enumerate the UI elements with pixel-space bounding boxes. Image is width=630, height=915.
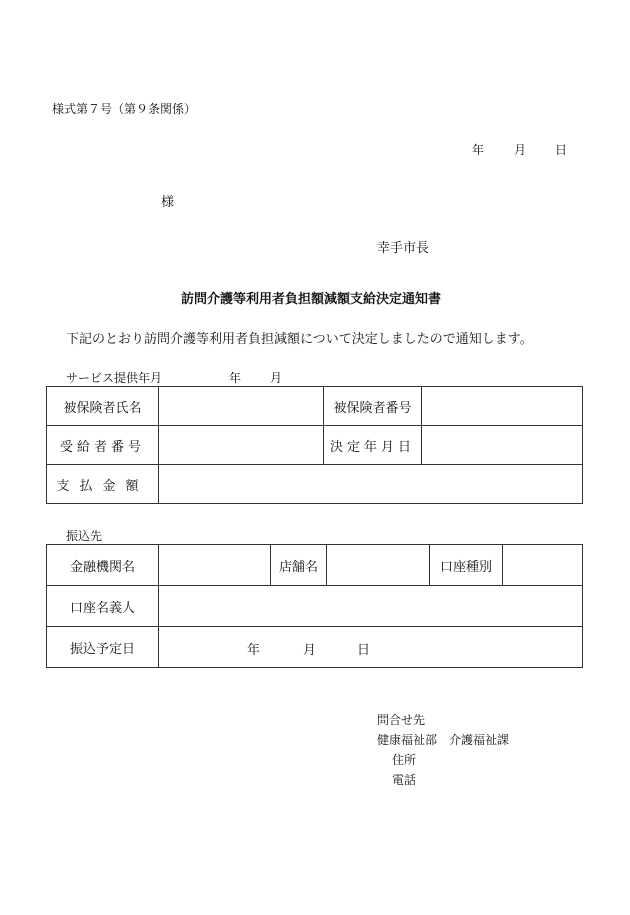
payment-amount-label: 支払金額	[47, 465, 159, 504]
service-period-label: サービス提供年月	[66, 371, 163, 385]
account-holder-field[interactable]	[159, 586, 583, 627]
recipient-suffix: 様	[161, 195, 175, 210]
transfer-date-month: 月	[303, 643, 317, 658]
branch-name-field[interactable]	[327, 545, 430, 586]
date-month-label: 月	[514, 143, 527, 157]
decision-date-label: 決定年月日	[324, 426, 422, 465]
bank-table	[46, 544, 583, 668]
service-period-month: 月	[270, 371, 283, 385]
transfer-date-day: 日	[357, 643, 371, 658]
info-row-payment	[47, 465, 583, 504]
insured-number-field[interactable]	[422, 387, 583, 426]
transfer-date-year: 年	[247, 643, 261, 658]
bank-name-label: 金融機関名	[47, 545, 159, 586]
contact-address: 住所	[392, 753, 417, 767]
insured-name-label: 被保険者氏名	[47, 387, 159, 426]
transfer-heading: 振込先	[66, 529, 103, 543]
bank-row-holder	[47, 586, 583, 627]
bank-row-transfer-date	[47, 627, 583, 668]
issuer: 幸手市長	[377, 241, 430, 256]
insured-name-field[interactable]	[159, 387, 324, 426]
transfer-date-label: 振込予定日	[47, 627, 159, 668]
account-holder-label: 口座名義人	[47, 586, 159, 627]
bank-name-field[interactable]	[159, 545, 271, 586]
bank-row-institution	[47, 545, 583, 586]
form-number: 様式第７号（第９条関係）	[52, 102, 197, 116]
contact-department: 健康福祉部 介護福祉課	[377, 733, 510, 747]
info-row-insured	[47, 387, 583, 426]
branch-name-label: 店舗名	[271, 545, 327, 586]
intro-text: 下記のとおり訪問介護等利用者負担減額について決定しましたので通知します。	[66, 332, 533, 347]
account-type-field[interactable]	[503, 545, 583, 586]
info-table	[46, 386, 583, 504]
document-title: 訪問介護等利用者負担額減額支給決定通知書	[181, 292, 442, 307]
contact-phone: 電話	[392, 773, 417, 787]
date-day-label: 日	[555, 143, 568, 157]
insured-number-label: 被保険者番号	[324, 387, 422, 426]
account-type-label: 口座種別	[430, 545, 503, 586]
contact-heading: 問合せ先	[377, 713, 426, 727]
recipient-number-field[interactable]	[159, 426, 324, 465]
payment-amount-field[interactable]	[159, 465, 583, 504]
service-period-year: 年	[229, 371, 242, 385]
info-row-recipient	[47, 426, 583, 465]
decision-date-field[interactable]	[422, 426, 583, 465]
recipient-number-label: 受給者番号	[47, 426, 159, 465]
date-year-label: 年	[472, 143, 485, 157]
transfer-date-field[interactable]	[159, 627, 583, 668]
